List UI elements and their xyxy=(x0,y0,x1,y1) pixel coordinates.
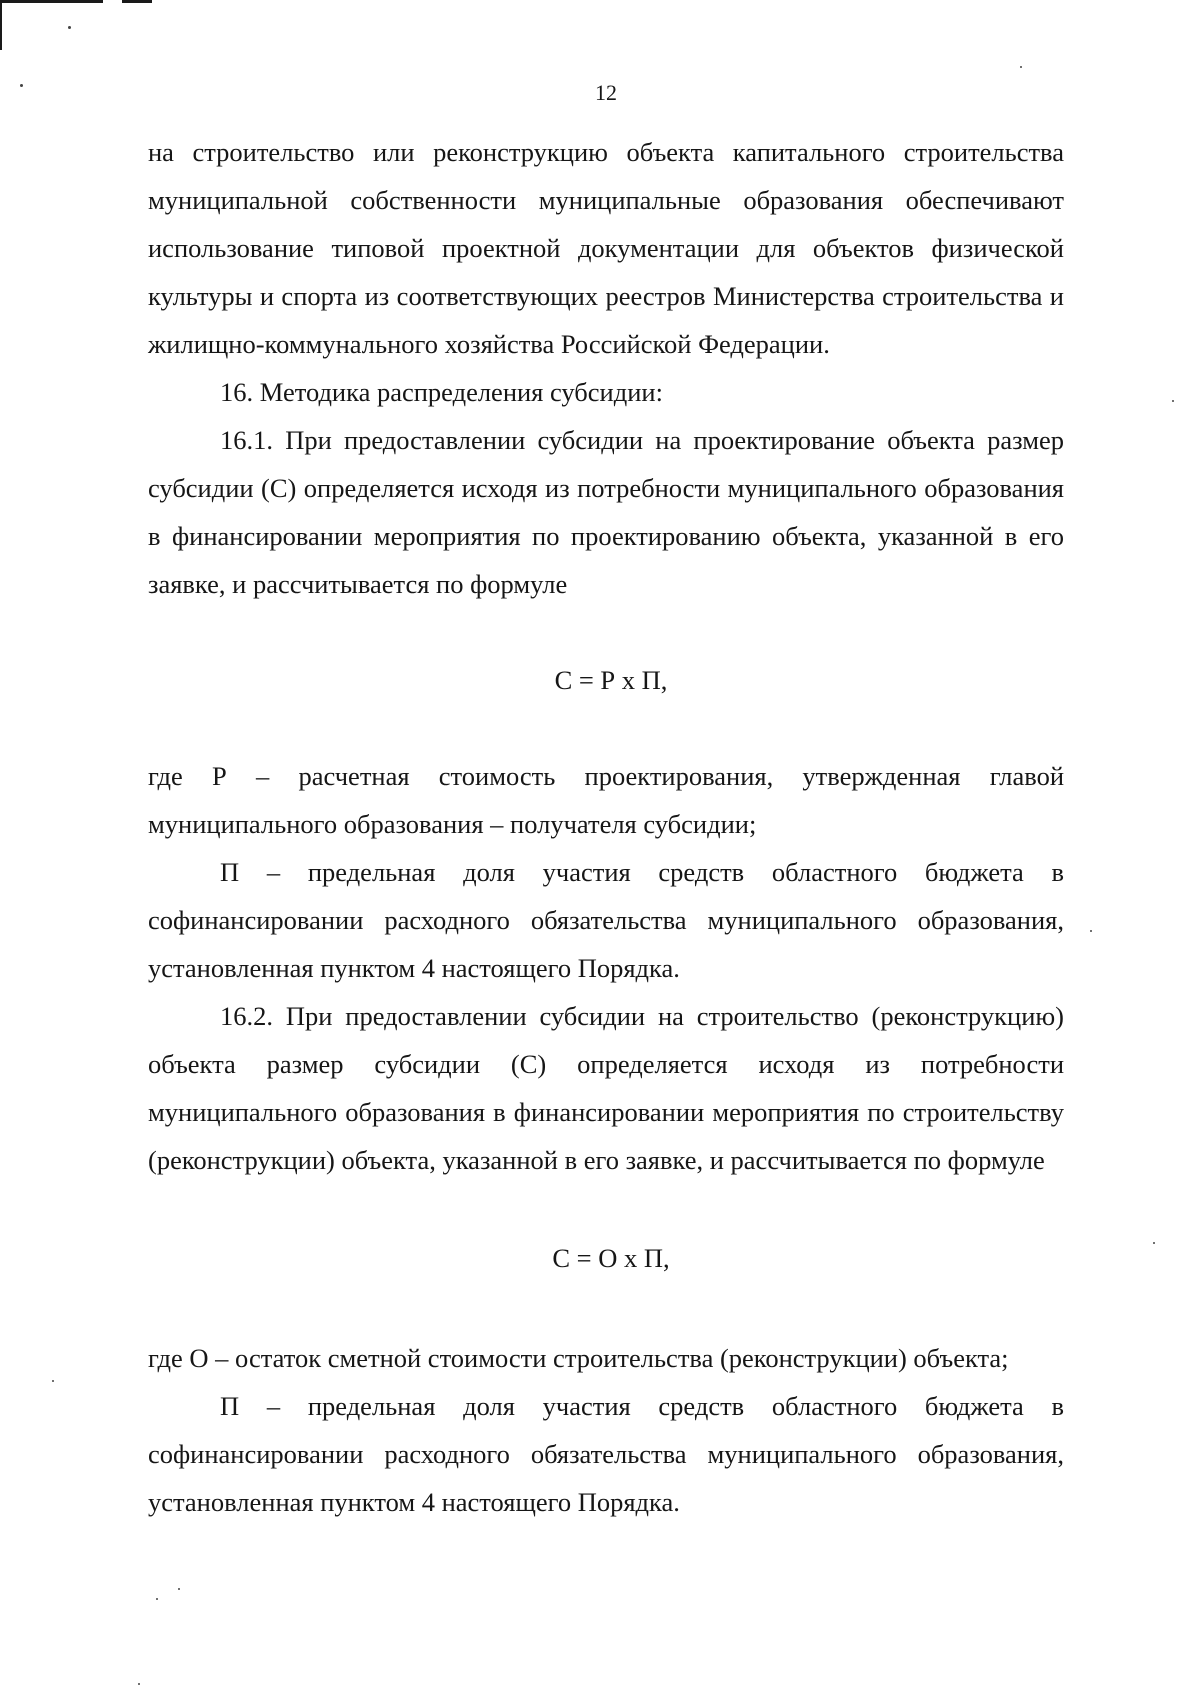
paragraph-16-2: 16.2. При предоставлении субсидии на строительство (реконструкцию) объекта размер субсидии (С) определяется исходя из потребности муниципального образования в финансировании мероприятия по строительству (реконструкции) объекта, указанной в его заявке, и рассчитывается по формуле xyxy=(148,1001,1064,1175)
scan-speck xyxy=(1153,1242,1155,1244)
paragraph-o-definition: где О – остаток сметной стоимости строительства (реконструкции) объекта; xyxy=(148,1343,1009,1373)
scan-speck xyxy=(138,1683,140,1685)
paragraph-share-definition-2: П – предельная доля участия средств областного бюджета в софинансировании расходного обязательства муниципального образования, установленная пунктом 4 настоящего Порядка. xyxy=(148,1391,1064,1517)
scan-edge-mark xyxy=(0,0,2,50)
scan-edge-mark xyxy=(0,0,103,3)
paragraph-construction-docs: на строительство или реконструкцию объекта капитального строительства муниципальной собственности муниципальные образования обеспечивают использование типовой проектной документации для объектов физической культуры и спорта из соответствующих реестров Министерства строительства и жилищно-коммунального хозяйства Российской Федерации. xyxy=(148,137,1064,359)
paragraph-p-definition: где Р – расчетная стоимость проектирования, утвержденная главой муниципального образования – получателя субсидии; xyxy=(148,761,1064,839)
paragraph-method-heading: 16. Методика распределения субсидии: xyxy=(220,377,663,407)
formula-construction-subsidy: С = О х П, xyxy=(552,1243,670,1273)
formula-design-subsidy: С = Р х П, xyxy=(554,665,668,695)
scan-speck xyxy=(68,26,71,29)
scan-speck xyxy=(1020,66,1022,68)
page-number: 12 xyxy=(595,80,617,105)
scan-speck xyxy=(1090,930,1092,932)
scan-speck xyxy=(178,1588,180,1590)
scan-speck xyxy=(52,1380,54,1382)
scan-edge-mark xyxy=(122,0,152,3)
scan-speck xyxy=(156,1598,158,1600)
document-body xyxy=(148,128,1064,1526)
scan-speck xyxy=(1172,400,1174,402)
paragraph-16-1: 16.1. При предоставлении субсидии на проектирование объекта размер субсидии (С) определяется исходя из потребности муниципального образования в финансировании мероприятия по проектированию объекта, указанной в его заявке, и рассчитывается по формуле xyxy=(148,425,1064,599)
paragraph-share-definition: П – предельная доля участия средств областного бюджета в софинансировании расходного обязательства муниципального образования, установленная пунктом 4 настоящего Порядка. xyxy=(148,857,1064,983)
